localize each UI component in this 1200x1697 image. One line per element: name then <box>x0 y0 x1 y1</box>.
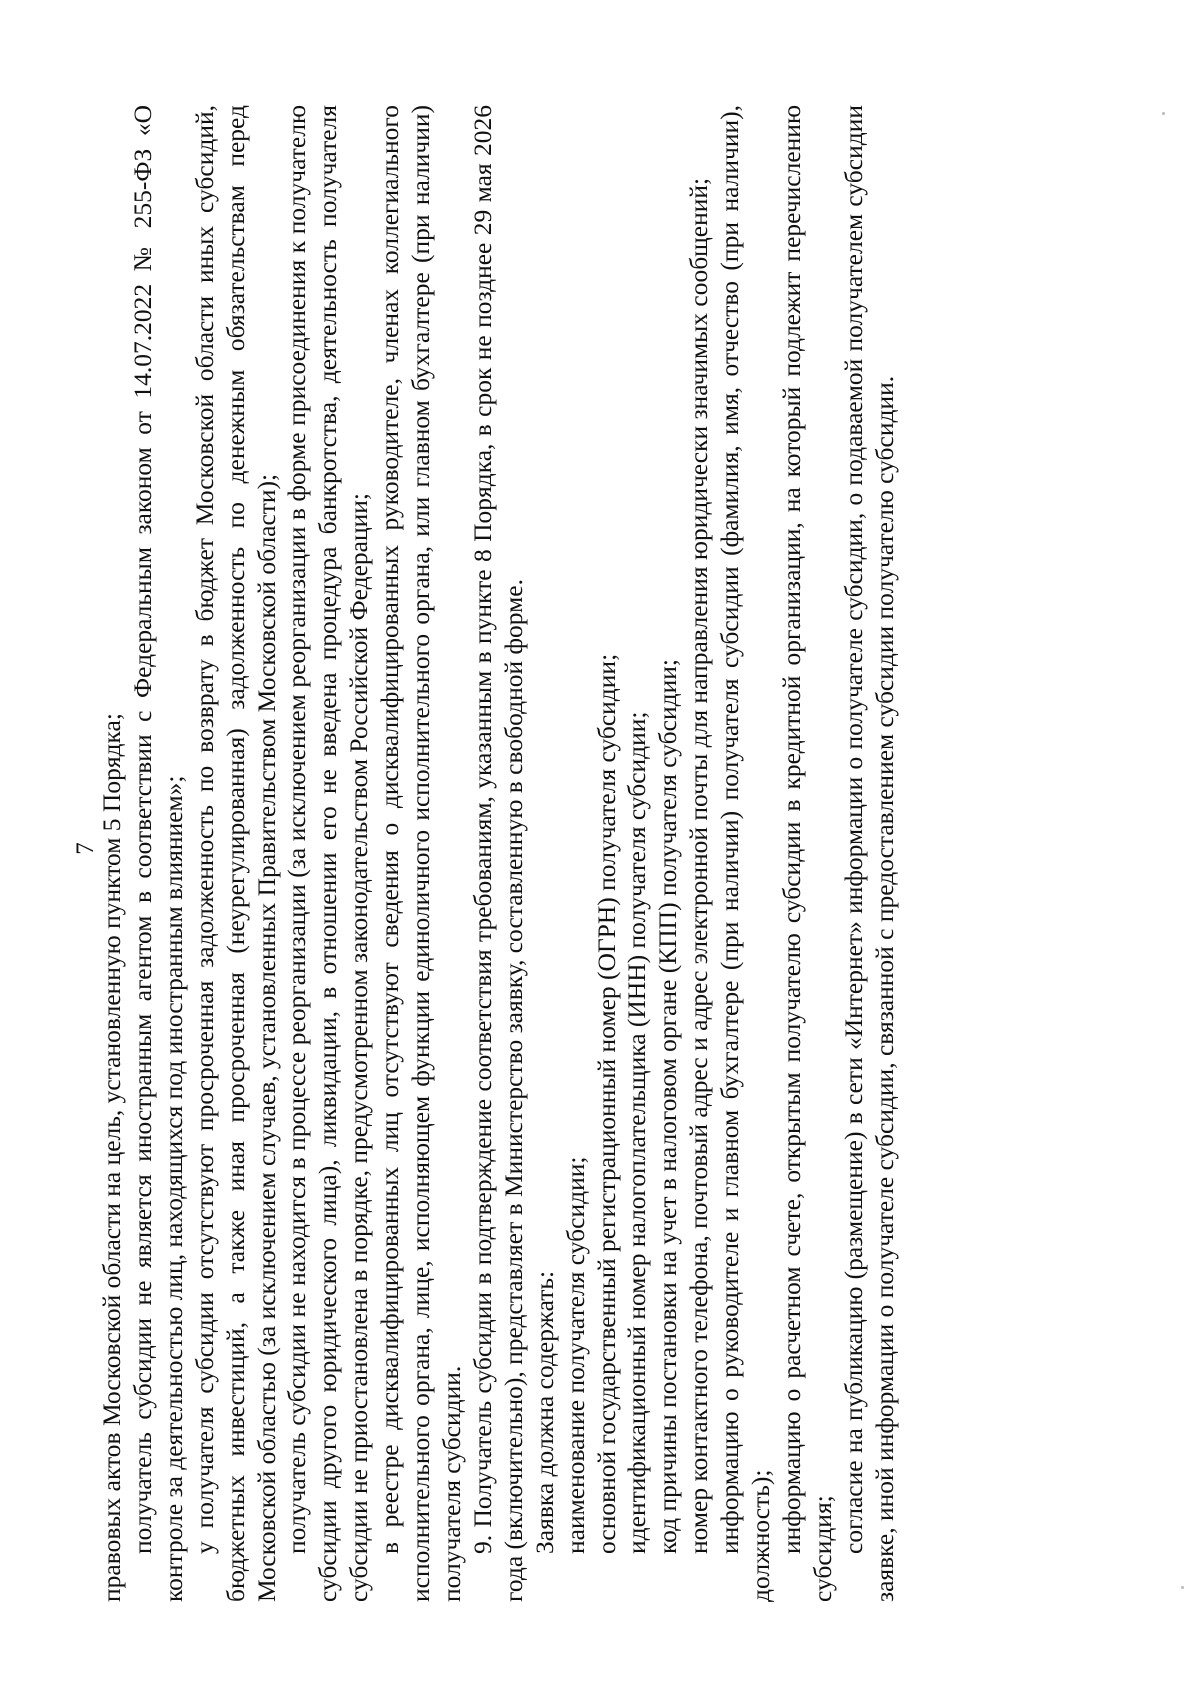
paragraph-foreign-agent: получатель субсидии не является иностранным агентом в соответствии с Федеральным законом от 14.07.2022 № 255-ФЗ «О контроле за деятельностью лиц, находящихся под иностранным влиянием»; <box>127 105 188 1602</box>
list-item-management: информацию о руководителе и главном бухгалтере (при наличии) получателя субсидии (фамилия, имя, отчество (при наличии), должность); <box>715 105 776 1602</box>
scan-speck <box>1162 112 1165 115</box>
paragraph-application-contents: Заявка должна содержать: <box>529 1270 559 1554</box>
list-item-name: наименование получателя субсидии; <box>560 1156 590 1554</box>
paragraph-no-debt: у получателя субсидии отсутствуют просроченная задолженность по возврату в бюджет Московской области иных субсидий, бюджетных инвестиций, а также иная просроченная (неурегулированная) задолженность по денежным обязательствам перед Московской областью (за исключением случаев, установленных Правительством Московской области); <box>189 105 281 1602</box>
paragraph-no-reorganization: получатель субсидии не находится в процессе реорганизации (за исключением реорганизации в форме присоединения к получателю субсидии другого юридического лица), ликвидации, в отношении его не введена процедура банкротства, деятельность получателя субсидии не приостановлена в порядке, предусмотренном законодательством Российской Федерации; <box>282 105 374 1602</box>
document-body <box>97 105 901 1602</box>
list-item-contacts: номер контактного телефона, почтовый адрес и адрес электронной почты для направления юридически значимых сообщений; <box>684 177 714 1554</box>
page-number: 7 <box>72 842 99 855</box>
list-item-ogrn: основной государственный регистрационный номер (ОГРН) получателя субсидии; <box>591 653 621 1554</box>
list-item-publication-consent: согласие на публикацию (размещение) в сети «Интернет» информации о получателе субсидии, о подаваемой получателем субсидии заявке, иной информации о получателе субсидии, связанной с предоставлением субсидии получателю субсидии. <box>838 105 899 1602</box>
list-item-kpp: код причины постановки на учет в налоговом органе (КПП) получателя субсидии; <box>653 659 683 1554</box>
list-item-bank-account: информацию о расчетном счете, открытым получателю субсидии в кредитной организации, на который подлежит перечислению субсидия; <box>776 105 837 1602</box>
scan-speck <box>1181 1586 1184 1589</box>
paragraph-section-9: 9. Получатель субсидии в подтверждение соответствия требованиям, указанным в пункте 8 Порядка, в срок не позднее 29 мая 2026 года (включительно), представляет в Министерство заявку, составленную в свободной форме. <box>467 105 528 1602</box>
paragraph-continuation: правовых актов Московской области на цель, установленную пунктом 5 Порядка; <box>97 713 126 1602</box>
paragraph-disqualified-registry: в реестре дисквалифицированных лиц отсутствуют сведения о дисквалифицированных руководителе, членах коллегиального исполнительного органа, лице, исполняющем функции единоличного исполнительного органа, или главном бухгалтере (при наличии) получателя субсидии. <box>375 105 466 1602</box>
list-item-inn: идентификационный номер налогоплательщика (ИНН) получателя субсидии; <box>622 711 652 1554</box>
